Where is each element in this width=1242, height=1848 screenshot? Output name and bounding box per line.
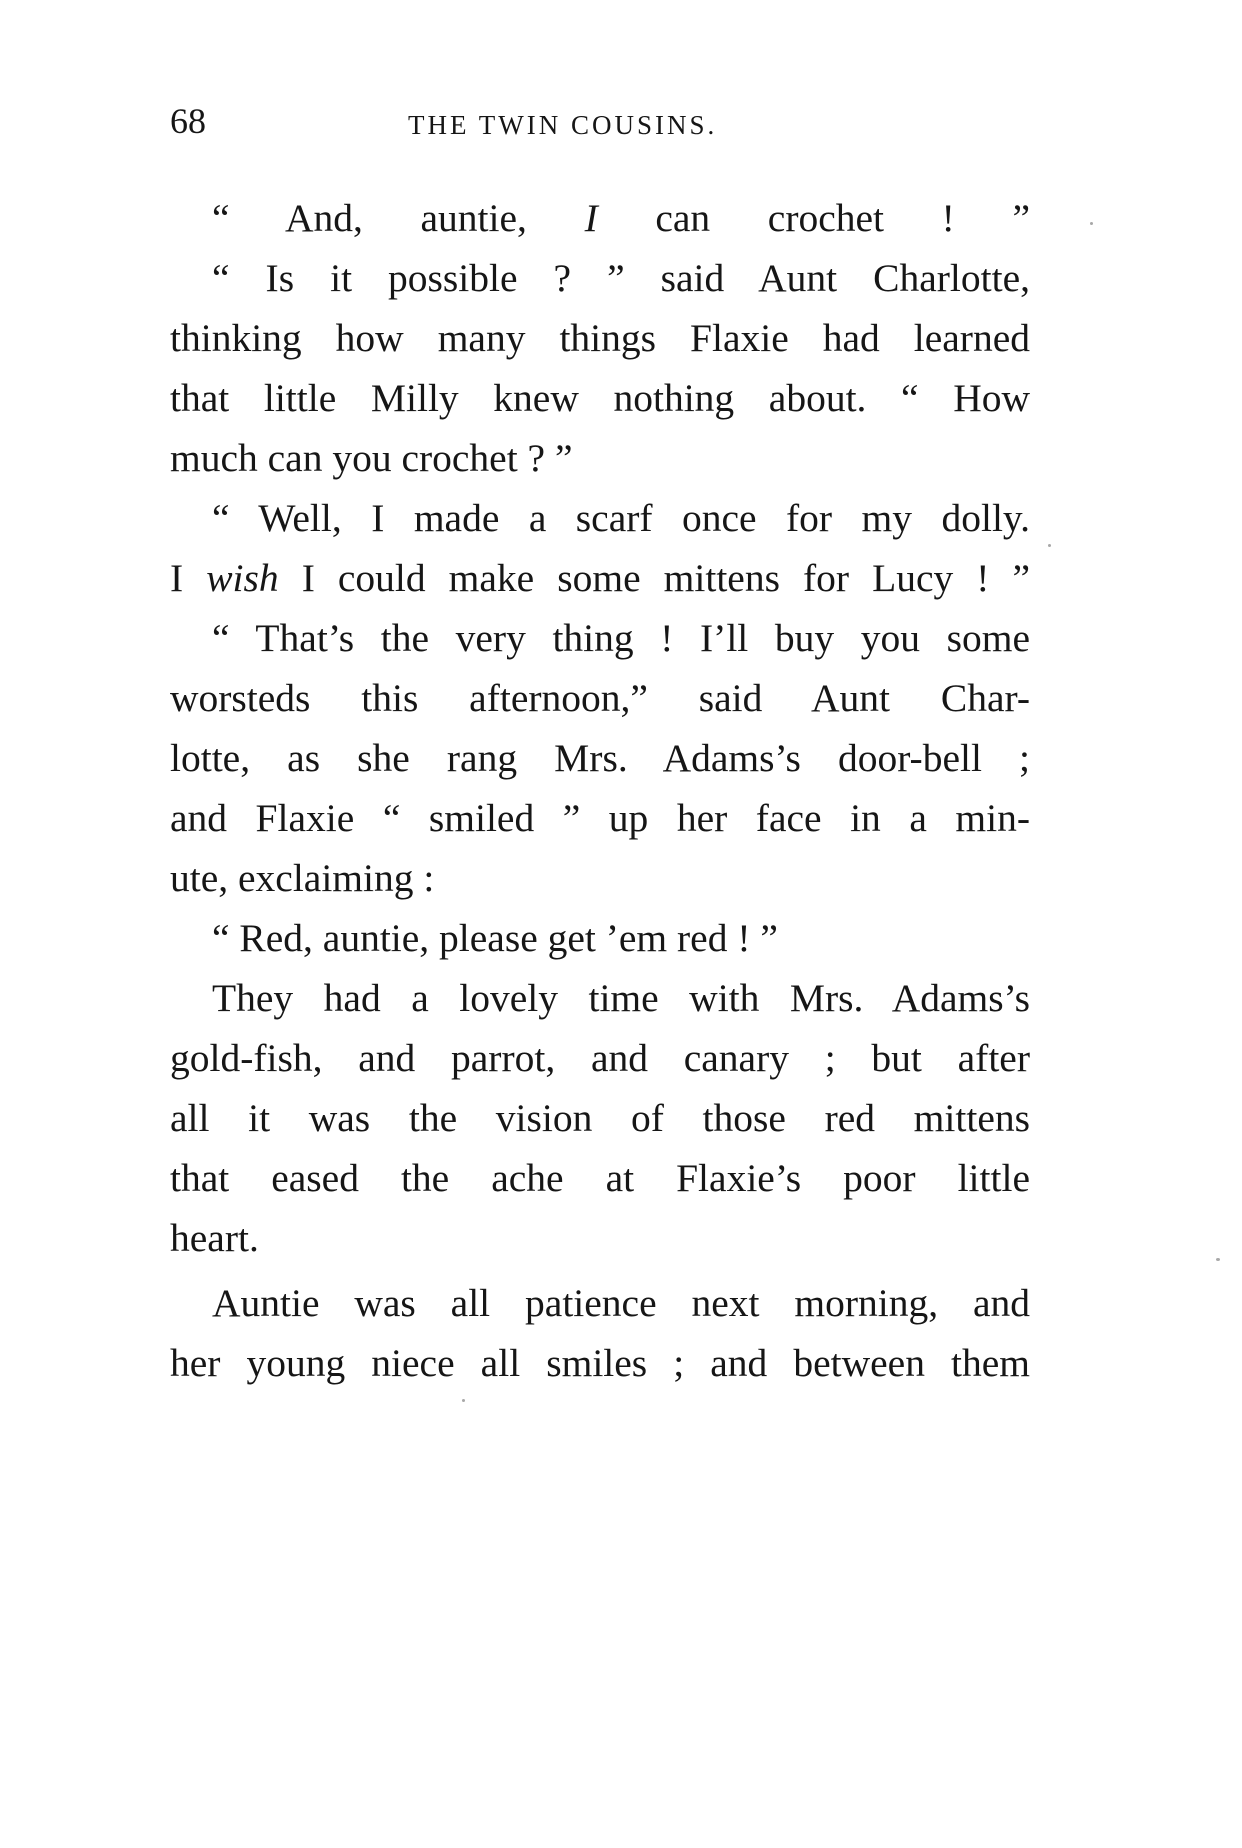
italic-text: I	[584, 196, 598, 240]
page-number: 68	[170, 101, 206, 141]
text-line	[170, 728, 1030, 788]
line-text: “ Red, auntie, please get ’em red ! ”	[212, 916, 778, 960]
text-line	[170, 1333, 1030, 1393]
text-line	[170, 1088, 1030, 1148]
line-text: gold-fish, and parrot, and canary ; but after	[170, 1036, 1030, 1080]
text-line	[170, 428, 1030, 488]
text-line	[212, 488, 1030, 548]
line-text: “ And, auntie,	[212, 196, 585, 240]
line-text: heart.	[170, 1216, 259, 1260]
line-text: can crochet ! ”	[597, 196, 1030, 240]
text-line	[212, 1273, 1030, 1333]
line-text: Auntie was all patience next morning, and	[212, 1281, 1030, 1325]
line-text: ute, exclaiming :	[170, 856, 435, 900]
paper-speck	[1048, 544, 1051, 547]
text-line	[170, 1148, 1030, 1208]
line-text: all it was the vision of those red mittens	[170, 1096, 1030, 1140]
line-text: “ That’s the very thing ! I’ll buy you some	[212, 616, 1030, 660]
line-text: that eased the ache at Flaxie’s poor little	[170, 1156, 1030, 1200]
line-text: They had a lovely time with Mrs. Adams’s	[212, 976, 1030, 1020]
line-text: “ Well, I made a scarf once for my dolly.	[212, 496, 1030, 540]
text-line	[170, 548, 1030, 608]
text-line	[212, 608, 1030, 668]
text-line	[212, 248, 1030, 308]
text-line	[170, 848, 1030, 908]
text-line	[170, 1208, 1030, 1268]
line-text: lotte, as she rang Mrs. Adams’s door-bell ;	[170, 736, 1030, 780]
text-line	[212, 968, 1030, 1028]
text-line	[212, 188, 1030, 248]
paper-speck	[462, 1399, 465, 1402]
text-line	[170, 668, 1030, 728]
line-text: thinking how many things Flaxie had learned	[170, 316, 1030, 360]
line-text: her young niece all smiles ; and between them	[170, 1341, 1030, 1385]
running-title: THE TWIN COUSINS.	[408, 110, 718, 140]
text-line	[170, 1028, 1030, 1088]
line-text: worsteds this afternoon,” said Aunt Char-	[170, 676, 1030, 720]
line-text: much can you crochet ? ”	[170, 436, 573, 480]
paper-speck	[1216, 1258, 1220, 1261]
paper-speck	[1090, 222, 1093, 225]
text-line	[212, 908, 1030, 968]
text-line	[170, 308, 1030, 368]
text-line	[170, 368, 1030, 428]
line-text: that little Milly knew nothing about. “ How	[170, 376, 1030, 420]
line-text: “ Is it possible ? ” said Aunt Charlotte,	[212, 256, 1030, 300]
text-line	[170, 788, 1030, 848]
line-text: I could make some mittens for Lucy ! ”	[278, 556, 1030, 600]
italic-text: wish	[206, 556, 279, 600]
line-text: and Flaxie “ smiled ” up her face in a min-	[170, 796, 1030, 840]
line-text: I	[170, 556, 207, 600]
